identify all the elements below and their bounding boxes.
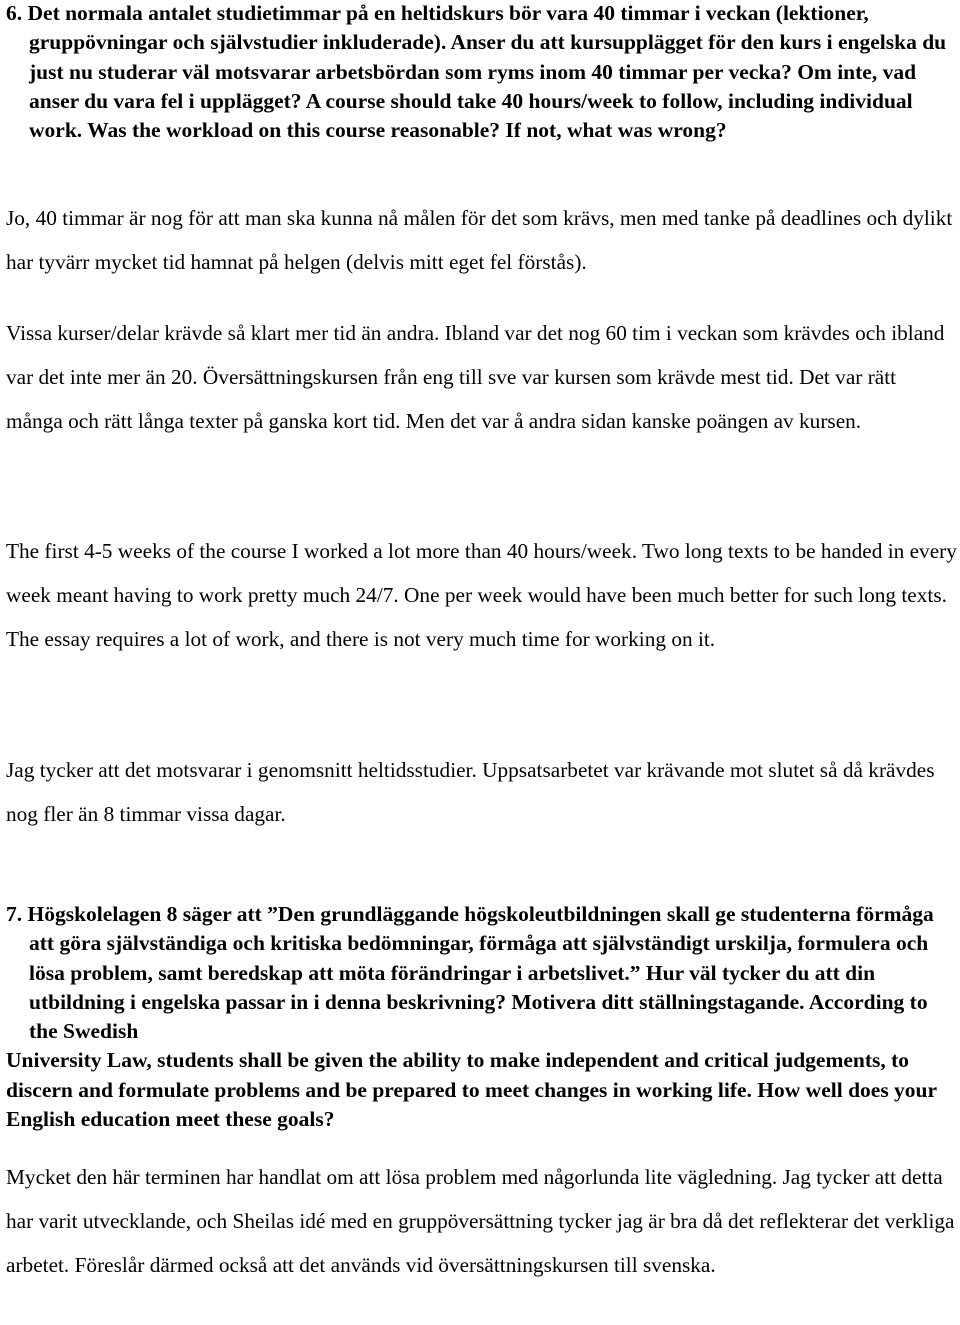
question-7-text-swedish: Högskolelagen 8 säger att ”Den grundläggande högskoleutbildningen skall ge studenterna förmåga att göra självständiga och kritiska bedömningar, förmåga att självständigt urskilja, formulera och lösa problem, samt beredskap att möta förändringar i arbetslivet.” Hur väl tycker du att din utbildning i engelska passar in i denna beskrivning? Motivera ditt ställningstagande. According to the Swedish: [27, 902, 934, 1044]
answer-7-paragraph-1: Mycket den här terminen har handlat om att lösa problem med någorlunda lite vägledning. Jag tycker att detta har varit utvecklande, och Sheilas idé med en gruppöversättning tycker jag är bra då det reflekterar det verkliga arbetet. Föreslår därmed också att det används vid översättningskursen till svenska.: [6, 1165, 955, 1277]
question-7-number: 7.: [6, 902, 23, 926]
answer-6-paragraph-3: The first 4-5 weeks of the course I worked a lot more than 40 hours/week. Two long texts to be handed in every week meant having to work pretty much 24/7. One per week would have been much better for such long texts. The essay requires a lot of work, and there is not very much time for working on it.: [6, 539, 957, 651]
question-7-text-english: University Law, students shall be given the ability to make independent and critical judgements, to discern and formulate problems and be prepared to meet changes in working life. How well does your English education meet these goals?: [6, 1048, 937, 1132]
answer-6-paragraph-2: Vissa kurser/delar krävde så klart mer tid än andra. Ibland var det nog 60 tim i veckan som krävdes och ibland var det inte mer än 20. Översättningskursen från eng till sve var kursen som krävde mest tid. Det var rätt många och rätt långa texter på ganska kort tid. Men det var å andra sidan kanske poängen av kursen.: [6, 321, 945, 433]
question-7-intro: [6, 900, 960, 1046]
answer-6-paragraph-1: Jo, 40 timmar är nog för att man ska kunna nå målen för det som krävs, men med tanke på deadlines och dylikt har tyvärr mycket tid hamnat på helgen (delvis mitt eget fel förstås).: [6, 206, 953, 274]
question-6-text: Det normala antalet studietimmar på en heltidskurs bör vara 40 timmar i veckan (lektioner, gruppövningar och självstudier inkluderade). Anser du att kursupplägget för den kurs i engelska du just nu studerar väl motsvarar arbetsbördan som ryms inom 40 timmar per vecka? Om inte, vad anser du vara fel i upplägget? A course should take 40 hours/week to follow, including individual work. Was the workload on this course reasonable? If not, what was wrong?: [27, 1, 947, 143]
question-6-number: 6.: [6, 1, 23, 25]
question-7: [6, 900, 960, 1134]
question-6: [6, 0, 960, 145]
answer-6-paragraph-4: Jag tycker att det motsvarar i genomsnitt heltidsstudier. Uppsatsarbetet var krävande mot slutet så då krävdes nog fler än 8 timmar vissa dagar.: [6, 758, 935, 826]
